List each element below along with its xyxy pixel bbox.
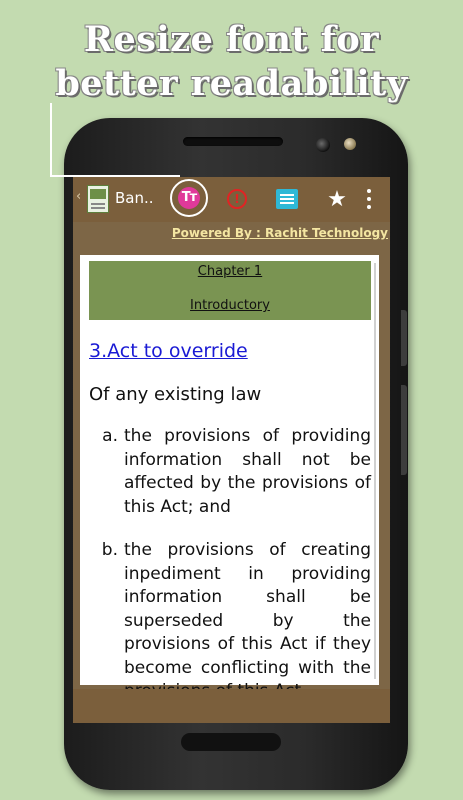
bottom-bar — [73, 689, 390, 723]
notes-icon — [276, 189, 298, 209]
promo-line-2: better readability — [55, 63, 408, 104]
star-icon: ★ — [327, 186, 347, 212]
font-size-button[interactable] — [170, 179, 208, 217]
list-marker: b. — [101, 540, 118, 560]
info-button[interactable] — [221, 183, 253, 215]
provision-list — [89, 425, 371, 704]
font-size-icon: Tт — [178, 187, 200, 209]
promo-headline — [0, 18, 463, 106]
power-button — [401, 385, 407, 475]
list-item-text: the provisions of providing information shall not be affected by the provisions of this Act; and — [124, 426, 371, 517]
home-button[interactable] — [181, 733, 281, 751]
volume-button — [401, 310, 407, 366]
earpiece-speaker — [183, 137, 283, 146]
phone-screen — [73, 177, 390, 723]
app-toolbar — [73, 177, 390, 222]
list-item — [89, 425, 371, 519]
overflow-menu-icon — [367, 197, 371, 201]
overflow-menu-button[interactable] — [359, 183, 379, 215]
info-icon: ! — [227, 189, 247, 209]
callout-line — [50, 175, 180, 177]
front-camera-icon — [316, 138, 330, 152]
app-logo-icon[interactable] — [87, 185, 109, 213]
list-item-text: the provisions of creating inpediment in providing information shall be superseded by the provisions of this Act if they become conflicting with the — [124, 540, 371, 678]
chapter-header — [89, 261, 371, 320]
favorite-button[interactable] — [321, 183, 353, 215]
chapter-title[interactable]: Introductory — [190, 298, 270, 313]
sensor-icon — [344, 138, 356, 150]
powered-by-link[interactable]: Powered By : Rachit Technology — [73, 222, 390, 244]
app-title[interactable]: Ban.. — [115, 189, 154, 207]
promo-line-1: Resize font for — [83, 19, 380, 60]
section-intro: Of any existing law — [89, 384, 262, 405]
scrollbar[interactable] — [374, 263, 376, 679]
notes-button[interactable] — [271, 183, 303, 215]
document-view[interactable] — [80, 255, 379, 685]
section-link[interactable]: 3.Act to override — [89, 340, 248, 362]
chevron-left-icon[interactable]: ‹ — [76, 189, 82, 204]
list-item — [89, 539, 371, 704]
list-marker: a. — [102, 426, 118, 446]
callout-line — [50, 103, 52, 177]
chapter-number[interactable]: Chapter 1 — [197, 264, 263, 279]
